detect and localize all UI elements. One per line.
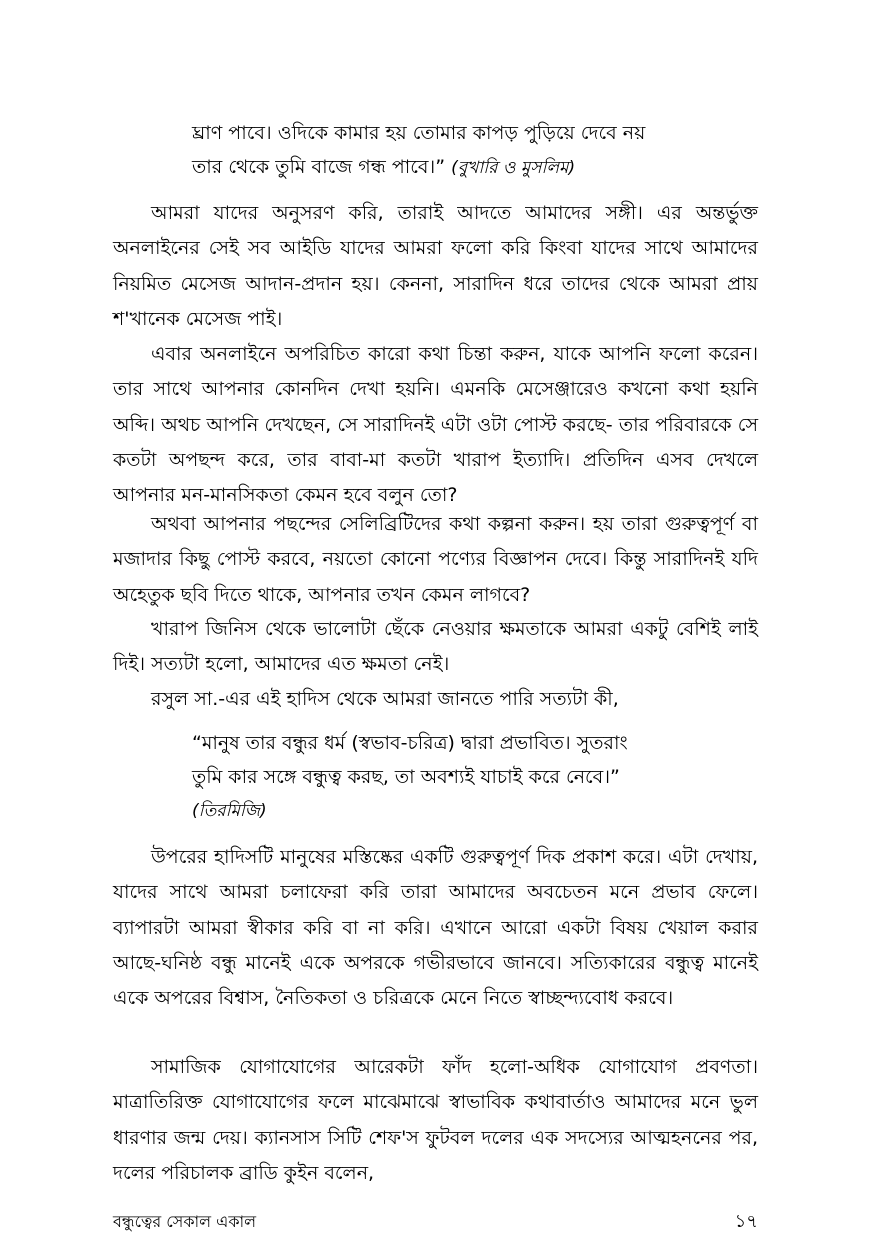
body-paragraph: উপরের হাদিসটি মানুষের মস্তিষ্কের একটি গুরুত্বপূর্ণ দিক প্রকাশ করে। এটা দেখায়, যাদের সাথে আমরা চলাফেরা করি তারা আমাদের অবচেতন মনে প্রভাব ফেলে। ব্যাপারটা আমরা স্বীকার করি বা না করি। এখানে আরো একটা বিষয় খেয়াল করার আছে-ঘনিষ্ঠ বন্ধু মানেই একে অপরকে গভীরভাবে জানবে। সত্যিকারের বন্ধুত্ব মানেই একে অপরের বিশ্বাস, নৈতিকতা ও চরিত্রকে মেনে নিতে স্বাচ্ছন্দ্যবোধ করবে। [113, 846, 758, 1010]
page-number: ১৭ [734, 1211, 758, 1232]
quote-line: তুমি কার সঙ্গে বন্ধুত্ব করছ, তা অবশ্যই যাচাই করে নেবে।” [192, 766, 620, 788]
body-paragraph: সামাজিক যোগাযোগের আরেকটা ফাঁদ হলো-অধিক যোগাযোগ প্রবণতা। মাত্রাতিরিক্ত যোগাযোগের ফলে মাঝেমাঝে স্বাভাবিক কথাবার্তাও আমাদের মনে ভুল ধারণার জন্ম দেয়। ক্যানসাস সিটি শেফ'স ফুটবল দলের এক সদস্যের আত্মহননের পর, দলের পরিচালক ব্রাডি কুইন বলেন, [113, 1056, 758, 1184]
quote-line [192, 150, 752, 185]
body-paragraph: রসুল সা.-এর এই হাদিস থেকে আমরা জানতে পারি সত্যটা কী, [151, 688, 619, 710]
hadith-quote-tirmidhi [192, 726, 752, 828]
body-paragraph: এবার অনলাইনে অপরিচিত কারো কথা চিন্তা করুন, যাকে আপনি ফলো করেন। তার সাথে আপনার কোনদিন দেখা হয়নি। এমনকি মেসেঞ্জারেও কখনো কথা হয়নি অব্দি। অথচ আপনি দেখছেন, সে সারাদিনই এটা ওটা পোস্ট করছে- তার পরিবারকে সে কতটা অপছন্দ করে, তার বাবা-মা কতটা খারাপ ইত্যাদি। প্রতিদিন এসব দেখলে আপনার মন-মানসিকতা কেমন হবে বলুন তো? [113, 343, 758, 507]
quote-citation: (তিরমিজি) [192, 801, 267, 821]
quote-citation: (বুখারি ও মুসলিম) [451, 158, 576, 178]
body-paragraph: খারাপ জিনিস থেকে ভালোটা ছেঁকে নেওয়ার ক্ষমতাকে আমরা একটু বেশিই লাই দিই। সত্যটা হলো, আমাদের এত ক্ষমতা নেই। [113, 618, 758, 676]
quote-line: “মানুষ তার বন্ধুর ধর্ম (স্বভাব-চরিত্র) দ্বারা প্রভাবিত। সুতরাং [192, 732, 628, 754]
body-paragraph: আমরা যাদের অনুসরণ করি, তারাই আদতে আমাদের সঙ্গী। এর অন্তর্ভুক্ত অনলাইনের সেই সব আইডি যাদের আমরা ফলো করি কিংবা যাদের সাথে আমাদের নিয়মিত মেসেজ আদান-প্রদান হয়। কেননা, সারাদিন ধরে তাদের থেকে আমরা প্রায় শ'খানেক মেসেজ পাই। [113, 202, 758, 330]
running-footer-title: বন্ধুত্বের সেকাল একাল [113, 1212, 257, 1231]
quote-line: ঘ্রাণ পাবে। ওদিকে কামার হয় তোমার কাপড় পুড়িয়ে দেবে নয় [192, 122, 646, 144]
quote-text: তার থেকে তুমি বাজে গন্ধ পাবে।” [192, 156, 446, 178]
hadith-quote-bukhari [192, 116, 752, 185]
body-paragraph: অথবা আপনার পছন্দের সেলিব্রিটিদের কথা কল্পনা করুন। হয় তারা গুরুত্বপূর্ণ বা মজাদার কিছু পোস্ট করবে, নয়তো কোনো পণ্যের বিজ্ঞাপন দেবে। কিন্তু সারাদিনই যদি অহেতুক ছবি দিতে থাকে, আপনার তখন কেমন লাগবে? [113, 513, 758, 606]
